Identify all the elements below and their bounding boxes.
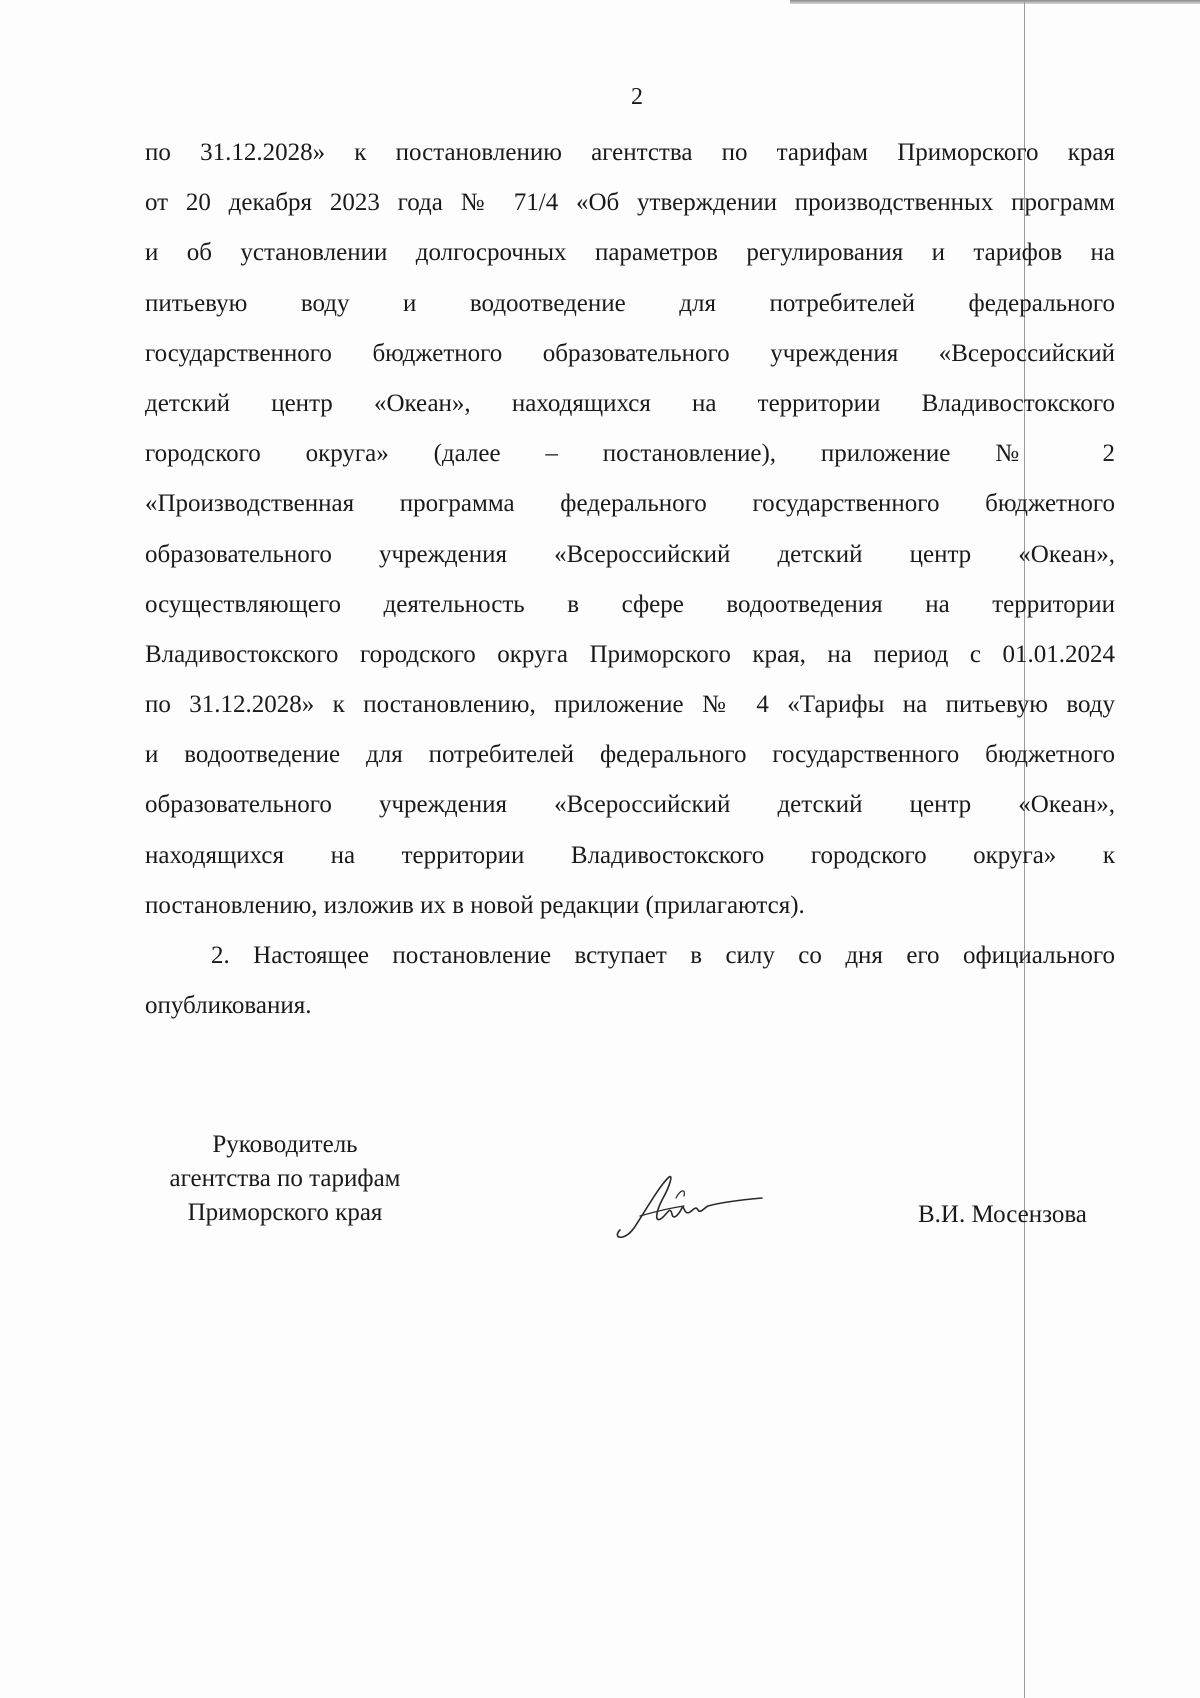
body-line: от 20 декабря 2023 года № 71/4 «Об утверждении производственных программ: [145, 189, 1115, 217]
handwritten-signature: [610, 1168, 770, 1248]
body-line: по 31.12.2028» к постановлению, приложение № 4 «Тарифы на питьевую воду: [145, 691, 1115, 719]
body-line: осуществляющего деятельность в сфере водоотведения на территории: [145, 590, 1115, 618]
body-line: и об установлении долгосрочных параметров регулирования и тарифов на: [145, 239, 1115, 267]
document-body: [145, 128, 1115, 1031]
body-line: образовательного учреждения «Всероссийский детский центр «Океан»,: [145, 791, 1115, 819]
body-line: постановлению, изложив их в новой редакции (прилагаются).: [145, 891, 805, 919]
page-number: 2: [631, 84, 643, 110]
body-line: по 31.12.2028» к постановлению агентства по тарифам Приморского края: [145, 139, 1115, 166]
body-line: городского округа» (далее – постановление), приложение № 2: [145, 440, 1115, 468]
signatory-title: [140, 1128, 430, 1230]
body-line: «Производственная программа федерального государственного бюджетного: [145, 490, 1115, 518]
paragraph-2-line: опубликования.: [145, 992, 312, 1020]
body-line: детский центр «Океан», находящихся на территории Владивостокского: [145, 389, 1115, 417]
body-line: и водоотведение для потребителей федерального государственного бюджетного: [145, 741, 1115, 769]
body-line: питьевую воду и водоотведение для потребителей федерального: [145, 289, 1115, 317]
signatory-title-line: агентства по тарифам: [169, 1165, 401, 1192]
signer-name: В.И. Мосензова: [918, 1201, 1087, 1228]
signatory-title-line: Руководитель: [212, 1131, 358, 1158]
scan-edge-artifact: [790, 0, 1200, 4]
paragraph-2-line: 2. Настоящее постановление вступает в силу со дня его официального: [211, 942, 1115, 969]
body-line: образовательного учреждения «Всероссийский детский центр «Океан»,: [145, 540, 1115, 568]
body-line: Владивостокского городского округа Приморского края, на период с 01.01.2024: [145, 640, 1115, 668]
body-line: государственного бюджетного образовательного учреждения «Всероссийский: [145, 339, 1115, 367]
body-line: находящихся на территории Владивостокского городского округа» к: [145, 841, 1115, 869]
signatory-title-line: Приморского края: [187, 1199, 383, 1226]
